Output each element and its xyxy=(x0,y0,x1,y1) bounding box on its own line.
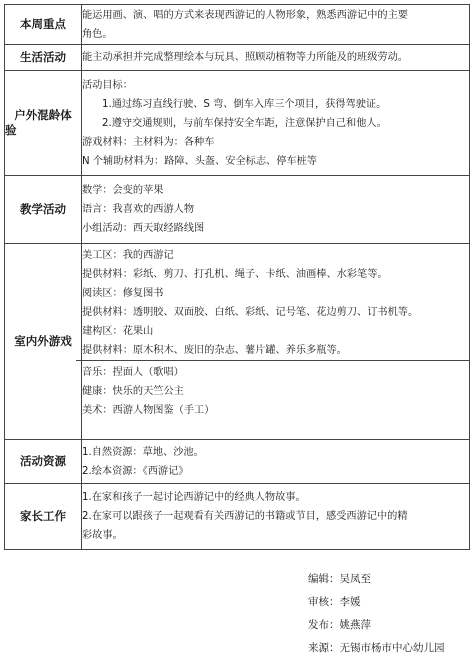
text-line: 彩故事。 xyxy=(82,530,123,541)
text-line: 2.遵守交通规则，与前车保持安全车距，注意保护自己和他人。 xyxy=(102,117,387,129)
text-line: 能主动承担并完成整理绘本与玩具、照顾动植物等力所能及的班级劳动。 xyxy=(82,52,408,63)
content-teaching-activities xyxy=(82,176,470,244)
footer-editor: 编辑：吴凤至 xyxy=(308,573,371,585)
header-parent-work: 家长工作 xyxy=(5,484,82,550)
text-line: 2.绘本资源：《西游记》 xyxy=(82,465,189,477)
weekly-plan-table xyxy=(4,4,470,550)
content-life-activities xyxy=(82,45,470,71)
text-line: 提供材料：原木积木、废旧的杂志、薯片罐、养乐多瓶等。 xyxy=(82,345,347,356)
text-line: 音乐：捏面人（歌唱） xyxy=(82,367,184,378)
header-life-activities: 生活活动 xyxy=(5,45,82,71)
content-activity-resources xyxy=(82,440,470,484)
text-line: 提供材料：透明胶、双面胶、白纸、彩纸、记号笔、花边剪刀、订书机等。 xyxy=(82,307,419,318)
text-line: 提供材料：彩纸、剪刀、打孔机、绳子、卡纸、油画棒、水彩笔等。 xyxy=(82,269,388,280)
text-line: 健康：快乐的天竺公主 xyxy=(82,386,184,397)
text-line: 1.自然资源：草地、沙池。 xyxy=(82,446,204,458)
text-line: 游戏材料：主材料为：各种车 xyxy=(82,136,215,148)
row-parent-work xyxy=(5,484,470,550)
text-line: 小组活动：西天取经路线图 xyxy=(82,223,205,234)
text-line: 角色。 xyxy=(82,28,113,40)
footer-publisher: 发布：姚燕萍 xyxy=(308,619,371,631)
header-indoor-outdoor-games: 室内外游戏 xyxy=(5,244,82,440)
row-teaching-activities xyxy=(5,176,470,244)
row-outdoor-experience xyxy=(5,71,470,176)
text-line: 建构区：花果山 xyxy=(82,326,154,337)
header-outdoor-experience xyxy=(5,71,82,176)
text-line: 美工区：我的西游记 xyxy=(82,250,174,261)
header-teaching-activities: 教学活动 xyxy=(5,176,82,244)
header-activity-resources: 活动资源 xyxy=(5,440,82,484)
header-line: 验 xyxy=(5,123,17,137)
text-line: 1.在家和孩子一起讨论西游记中的经典人物故事。 xyxy=(82,492,306,503)
text-line: 活动目标： xyxy=(82,79,133,91)
row-activity-resources xyxy=(5,440,470,484)
row-life-activities xyxy=(5,45,470,71)
area-materials-block xyxy=(82,246,469,360)
footer-reviewer: 审核：李媛 xyxy=(308,596,361,608)
text-line: 语言：我喜欢的西游人物 xyxy=(82,204,195,215)
content-parent-work xyxy=(82,484,470,550)
content-outdoor-experience xyxy=(82,71,470,176)
footer-source: 来源：无锡市杨市中心幼儿园 xyxy=(308,642,445,654)
content-indoor-outdoor-games xyxy=(82,244,470,440)
text-line: 能运用画、演、唱的方式来表现西游记的人物形象，熟悉西游记中的主要 xyxy=(82,9,408,21)
row-weekly-focus xyxy=(5,5,470,45)
text-line: 阅读区：修复图书 xyxy=(82,288,164,299)
text-line: N 个辅助材料为：路障、头盔、安全标志、停车桩等 xyxy=(82,155,317,167)
content-weekly-focus xyxy=(82,5,470,45)
text-line: 1.通过练习直线行驶、S 弯、倒车入库三个项目，获得驾驶证。 xyxy=(102,98,387,110)
text-line: 2.在家可以跟孩子一起观看有关西游记的书籍或节目，感受西游记中的精 xyxy=(82,511,408,522)
text-line: 数学：会变的苹果 xyxy=(82,185,164,196)
group-games-block xyxy=(82,361,469,420)
row-indoor-outdoor-games xyxy=(5,244,470,440)
text-line: 美术：西游人物图鉴（手工） xyxy=(82,405,215,416)
header-weekly-focus: 本周重点 xyxy=(5,5,82,45)
header-line: 户外混龄体 xyxy=(14,108,72,122)
